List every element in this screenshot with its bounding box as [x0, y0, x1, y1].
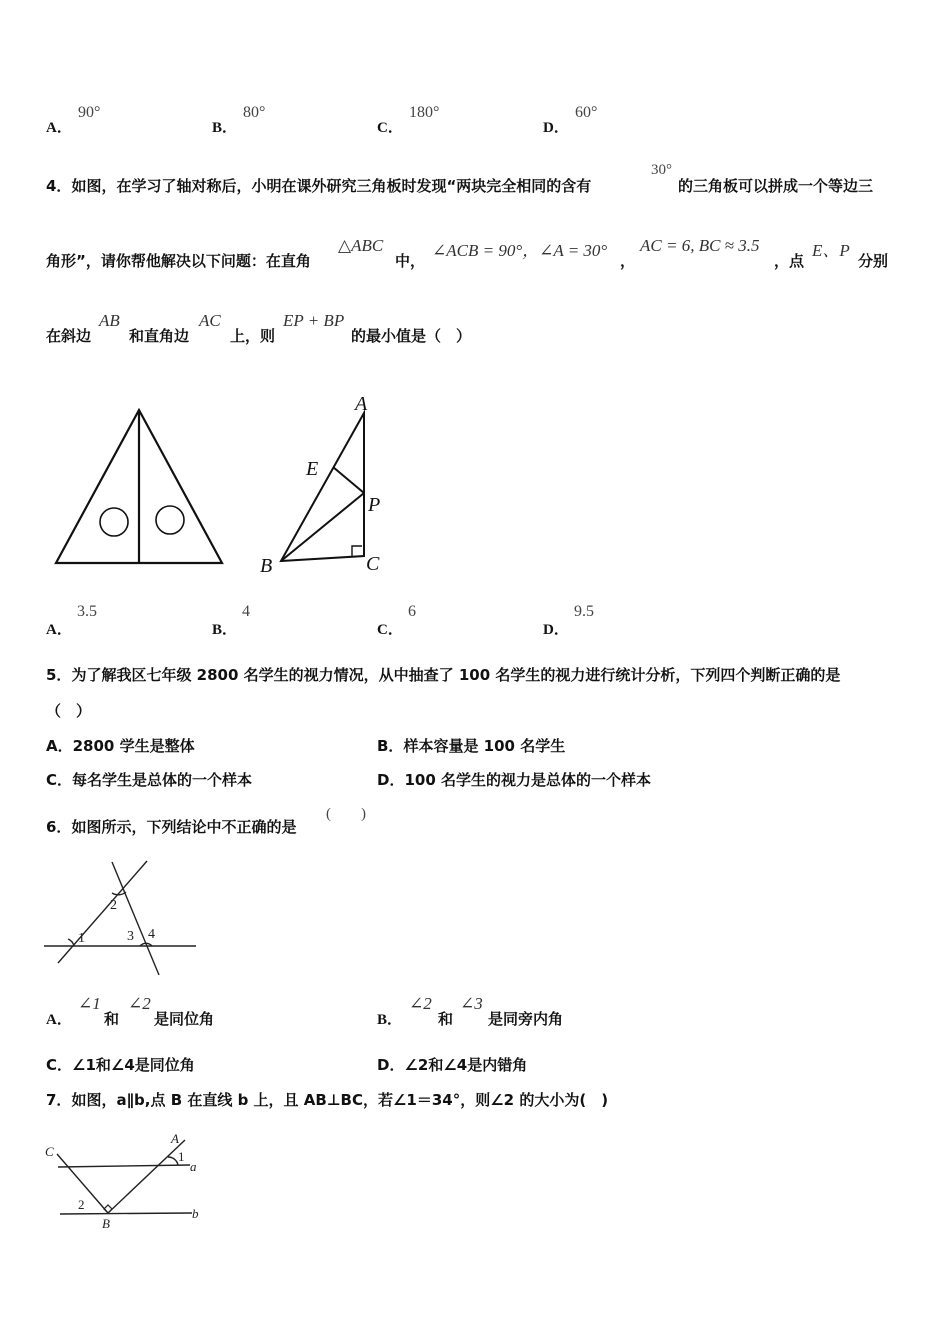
q5-option-b-text: 样本容量是 100 名学生 — [403, 737, 566, 755]
q4-line3-text-d: 的最小值是（ ） — [351, 327, 472, 345]
q4-number: 4． — [46, 177, 72, 195]
q4-line2-text-a: 角形”，请你帮他解决以下问题：在直角 — [46, 252, 311, 270]
q5-line1-text: 为了解我区七年级 2800 名学生的视力情况，从中抽查了 100 名学生的视力进行统计分析，下列四个判断正确的是 — [71, 666, 841, 684]
q5-option-c-text: 每名学生是总体的一个样本 — [72, 771, 253, 789]
q5-option-a-text: 2800 学生是整体 — [72, 737, 195, 755]
line-b — [60, 1213, 192, 1214]
q6-paren: ( ) — [326, 806, 366, 822]
q4-line1-text-b: 的三角板可以拼成一个等边三 — [678, 177, 874, 195]
angle-label-1: 1 — [78, 931, 85, 946]
q4-line2-text-d: ，点 — [774, 252, 805, 270]
q5-stem-line2: （ ） — [46, 702, 92, 720]
q5-option-b-label: B． — [377, 737, 404, 755]
q6-stem-text: 如图所示，下列结论中不正确的是 — [71, 818, 297, 836]
q6-option-c-label: C． — [46, 1056, 73, 1074]
q6-option-d-text: ∠2和∠4是内错角 — [404, 1056, 528, 1074]
q3-option-c-value: 180° — [409, 104, 440, 121]
label-line-a: a — [190, 1159, 197, 1174]
label-line-b: b — [192, 1206, 199, 1221]
angle-label-3: 3 — [127, 929, 134, 944]
q6-option-c-text: ∠1和∠4是同位角 — [72, 1056, 195, 1074]
q5-option-c-label: C． — [46, 771, 73, 789]
q4-line2-text-c: ， — [620, 252, 636, 270]
q6-option-b-text2: 是同旁内角 — [488, 1010, 564, 1028]
line-a — [58, 1165, 190, 1167]
q6-option-a-math1: ∠1 — [78, 994, 101, 1013]
q4-line2-math3: AC = 6, BC ≈ 3.5 — [640, 236, 760, 255]
q5-option-d-text: 100 名学生的视力是总体的一个样本 — [404, 771, 651, 789]
q6-option-b-text1: 和 — [438, 1010, 454, 1028]
q6-option-a-math2: ∠2 — [128, 994, 151, 1013]
q7-number: 7． — [46, 1091, 72, 1109]
q6-option-d-label: D． — [377, 1056, 405, 1074]
label-b: B — [260, 555, 273, 577]
angle-label-2: 2 — [110, 898, 117, 913]
q4-option-a-label: A． — [46, 622, 72, 638]
q6-option-b-label: B． — [377, 1012, 403, 1028]
q3-option-a-value: 90° — [78, 104, 101, 121]
q4-line2-math4: E、P — [812, 241, 850, 260]
q4-option-a-value: 3.5 — [77, 603, 97, 620]
label-c: C — [45, 1144, 54, 1159]
label-e: E — [306, 458, 319, 480]
q4-line1-text-a: 如图，在学习了轴对称后，小明在课外研究三角板时发现“两块完全相同的含有 — [71, 177, 592, 195]
q4-line3-text-a: 在斜边 — [46, 327, 92, 345]
label-angle-1: 1 — [178, 1149, 185, 1164]
q3-option-b-value: 80° — [243, 104, 266, 121]
q3-option-c-label: C． — [377, 120, 403, 136]
q4-line1-math: 30° — [651, 162, 672, 178]
q6-number: 6． — [46, 818, 72, 836]
segment-ab — [108, 1140, 185, 1213]
label-a: A — [355, 393, 368, 415]
q4-line2-text-e: 分别 — [858, 252, 889, 270]
q4-line3-math1: AB — [99, 311, 120, 330]
q4-line3-math2: AC — [199, 311, 221, 330]
q6-option-a-text1: 和 — [104, 1010, 120, 1028]
q4-option-d-value: 9.5 — [574, 603, 594, 620]
q6-option-a-text2: 是同位角 — [154, 1010, 215, 1028]
label-a-point: A — [171, 1131, 179, 1146]
q4-line2-text-b: 中， — [395, 252, 426, 270]
q4-line3-text-b: 和直角边 — [129, 327, 190, 345]
q4-line2-math2: ∠ACB = 90°，∠A = 30° — [432, 241, 608, 260]
q4-line2-math1: △ABC — [338, 236, 384, 255]
label-angle-2: 2 — [78, 1197, 85, 1212]
q3-option-a-label: A． — [46, 120, 72, 136]
q6-option-a-label: A． — [46, 1012, 72, 1028]
q4-option-c-value: 6 — [408, 603, 416, 620]
q6-option-b-math2: ∠3 — [460, 994, 483, 1013]
q4-option-d-label: D． — [543, 622, 569, 638]
q4-line3-math3: EP + BP — [283, 311, 345, 330]
q7-stem-text: 如图，a∥b,点 B 在直线 b 上，且 AB⊥BC，若∠1＝34°，则∠2 的大小为( ) — [71, 1091, 609, 1109]
q4-option-b-value: 4 — [242, 603, 250, 620]
label-b-point: B — [102, 1216, 110, 1231]
q5-option-a-label: A． — [46, 737, 73, 755]
angle-1-arc — [168, 1157, 178, 1165]
q3-option-d-value: 60° — [575, 104, 598, 121]
q4-option-b-label: B． — [212, 622, 238, 638]
q4-option-c-label: C． — [377, 622, 403, 638]
label-c: C — [366, 553, 380, 575]
q6-option-b-math1: ∠2 — [409, 994, 432, 1013]
q4-line3-text-c: 上，则 — [230, 327, 276, 345]
q5-number: 5． — [46, 666, 72, 684]
q3-option-b-label: B． — [212, 120, 238, 136]
q3-option-d-label: D． — [543, 120, 569, 136]
angle-label-4: 4 — [148, 927, 155, 942]
label-p: P — [368, 494, 381, 516]
q5-option-d-label: D． — [377, 771, 405, 789]
